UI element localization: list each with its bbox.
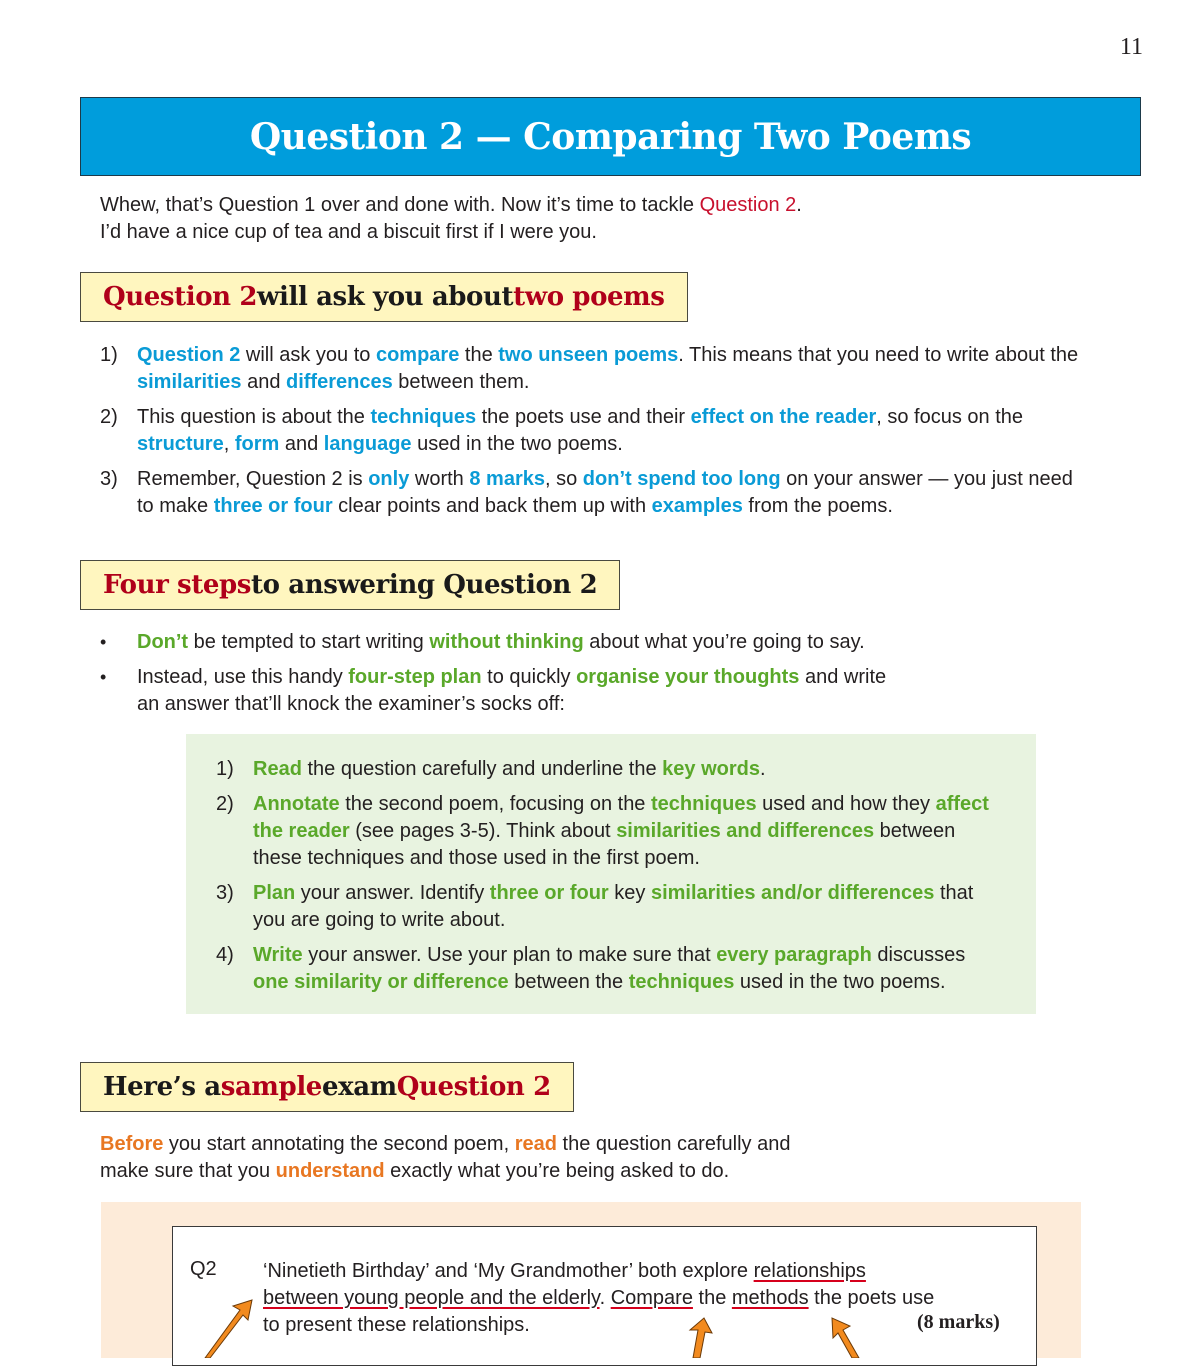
text-run: (see pages 3-5). Think about (349, 820, 617, 842)
list-item (216, 942, 1006, 996)
text-run: exactly what you’re being asked to do. (384, 1160, 730, 1182)
highlighted-term: differences (286, 371, 393, 393)
marks-label: (8 marks) (917, 1311, 1000, 1333)
bullet-item (100, 629, 900, 656)
highlighted-term: affect the reader (253, 793, 989, 842)
text-run: used in the two poems. (411, 433, 623, 455)
text-run: and (279, 433, 324, 455)
list-item (216, 791, 1006, 872)
text-run: , so (545, 468, 583, 490)
bullet-text (137, 664, 900, 718)
intro-text-end: . (796, 194, 802, 216)
list-item (100, 404, 1080, 458)
text-run: to answering Question 2 (251, 570, 598, 600)
highlighted-term: two unseen poems (498, 344, 679, 366)
item-text (253, 880, 1006, 934)
list-item (216, 756, 1006, 783)
text-run: between the (508, 971, 629, 993)
text-run: discusses (871, 944, 966, 966)
bullet-item (100, 664, 900, 718)
highlighted-term: one similarity or difference (253, 971, 509, 993)
text-run: will ask you about (257, 282, 514, 312)
text-run: and write an answer that’ll knock the examiner’s socks off: (137, 666, 887, 715)
text-run: ‘Ninetieth Birthday’ and ‘My Grandmother’ both explore (263, 1260, 754, 1282)
text-run: . This means that you need to write about the (678, 344, 1079, 366)
highlighted-term: Question 2 (137, 344, 241, 366)
item-number: 3) (216, 882, 234, 904)
text-run: Instead, use this handy (137, 666, 349, 688)
text-run: Here’s a (103, 1072, 221, 1102)
highlighted-term: similarities (137, 371, 242, 393)
text-run: This question is about the (137, 406, 371, 428)
intro-highlight: Question 2 (699, 194, 797, 216)
highlighted-term: similarities and/or differences (650, 882, 935, 904)
text-run: that you are going to write about. (253, 882, 974, 931)
highlighted-term: Four steps (103, 570, 252, 600)
text-run: worth (409, 468, 470, 490)
highlighted-term: without thinking (429, 631, 584, 653)
text-run: between them. (392, 371, 530, 393)
text-run: the question carefully and make sure that you (100, 1133, 791, 1182)
highlighted-term: Question 2 (103, 282, 258, 312)
highlighted-term: techniques (628, 971, 735, 993)
item-text (137, 404, 1080, 458)
text-run: will ask you to (240, 344, 376, 366)
text-run: . (599, 1287, 611, 1309)
text-run: to quickly (481, 666, 577, 688)
highlighted-term: four-step plan (348, 666, 482, 688)
highlighted-term: sample (220, 1072, 322, 1102)
item-number: 1) (100, 344, 118, 366)
highlighted-term: examples (651, 495, 743, 517)
bullet-text (137, 629, 865, 656)
highlighted-term: organise your thoughts (576, 666, 800, 688)
highlighted-term: compare (375, 344, 460, 366)
section-heading-sample-question (80, 1062, 574, 1112)
text-run: , (223, 433, 235, 455)
title-banner (80, 97, 1141, 176)
item-number: 2) (216, 793, 234, 815)
highlighted-term: language (323, 433, 412, 455)
highlighted-term: techniques (370, 406, 477, 428)
item-number: 1) (216, 758, 234, 780)
text-run: your answer. Use your plan to make sure that (302, 944, 717, 966)
item-text (137, 466, 1080, 520)
highlighted-term: read (514, 1133, 557, 1155)
highlighted-term: three or four (489, 882, 609, 904)
page-number: 11 (1119, 34, 1143, 60)
text-run: , so focus on the (876, 406, 1024, 428)
four-step-plan-box (186, 734, 1036, 1014)
section-heading-four-steps (80, 560, 620, 610)
intro-text: Whew, that’s Question 1 over and done with. Now it’s time to tackle (100, 194, 700, 216)
text-run: exam (321, 1072, 397, 1102)
item-text (137, 342, 1080, 396)
highlighted-term: Don’t (137, 631, 189, 653)
highlighted-term: two poems (513, 282, 665, 312)
highlighted-term: Annotate (253, 793, 340, 815)
text-run: . (759, 758, 766, 780)
intro-line-2: I’d have a nice cup of tea and a biscuit first if I were you. (100, 221, 597, 243)
list-item (100, 466, 1080, 520)
list-item (100, 342, 1080, 396)
text-run: the (692, 1287, 732, 1309)
highlighted-term: every paragraph (716, 944, 872, 966)
text-run: you start annotating the second poem, (163, 1133, 515, 1155)
text-run: on your answer — you just need to make (137, 468, 1073, 517)
highlighted-term: Write (253, 944, 303, 966)
highlighted-term: key words (662, 758, 760, 780)
highlighted-term: understand (275, 1160, 385, 1182)
text-run: be tempted to start writing (188, 631, 430, 653)
question2-points-list (100, 342, 1080, 528)
highlighted-term: Compare (610, 1287, 693, 1309)
exam-question-text (263, 1258, 943, 1339)
item-number: 3) (100, 468, 118, 490)
highlighted-term: effect on the reader (690, 406, 877, 428)
highlighted-term: structure (137, 433, 224, 455)
text-run: key (608, 882, 651, 904)
text-run: the (459, 344, 499, 366)
item-text (253, 756, 766, 783)
intro-paragraph (100, 192, 802, 246)
highlighted-term: similarities and differences (616, 820, 875, 842)
highlighted-term: relationships between young people and the elderly (263, 1260, 866, 1309)
highlighted-term: only (368, 468, 410, 490)
advice-bullets (100, 629, 900, 726)
highlighted-term: form (234, 433, 280, 455)
highlighted-term: Question 2 (396, 1072, 551, 1102)
item-text (253, 791, 1006, 872)
highlighted-term: Before (100, 1133, 164, 1155)
text-run: the poets use to present these relationships. (263, 1287, 935, 1336)
page-title: Question 2 — Comparing Two Poems (249, 115, 972, 158)
text-run: and (241, 371, 286, 393)
list-item (216, 880, 1006, 934)
sample-intro-paragraph (100, 1131, 820, 1185)
text-run: from the poems. (742, 495, 893, 517)
text-run: used and how they (756, 793, 936, 815)
text-run: between these techniques and those used in the first poem. (253, 820, 956, 869)
highlighted-term: Read (253, 758, 302, 780)
question-label: Q2 (190, 1258, 217, 1280)
section-heading-two-poems (80, 272, 688, 322)
text-run: about what you’re going to say. (583, 631, 865, 653)
bullet-icon: • (100, 667, 107, 687)
item-number: 2) (100, 406, 118, 428)
text-run: the second poem, focusing on the (339, 793, 651, 815)
highlighted-term: don’t spend too long (582, 468, 781, 490)
text-run: Remember, Question 2 is (137, 468, 369, 490)
text-run: used in the two poems. (734, 971, 946, 993)
text-run: the poets use and their (476, 406, 691, 428)
highlighted-term: methods (731, 1287, 809, 1309)
text-run: your answer. Identify (295, 882, 490, 904)
highlighted-term: techniques (651, 793, 757, 815)
highlighted-term: Plan (253, 882, 296, 904)
text-run: clear points and back them up with (332, 495, 652, 517)
item-text (253, 942, 1006, 996)
bullet-icon: • (100, 632, 107, 652)
text-run: the question carefully and underline the (301, 758, 663, 780)
highlighted-term: 8 marks (469, 468, 545, 490)
highlighted-term: three or four (213, 495, 333, 517)
item-number: 4) (216, 944, 234, 966)
